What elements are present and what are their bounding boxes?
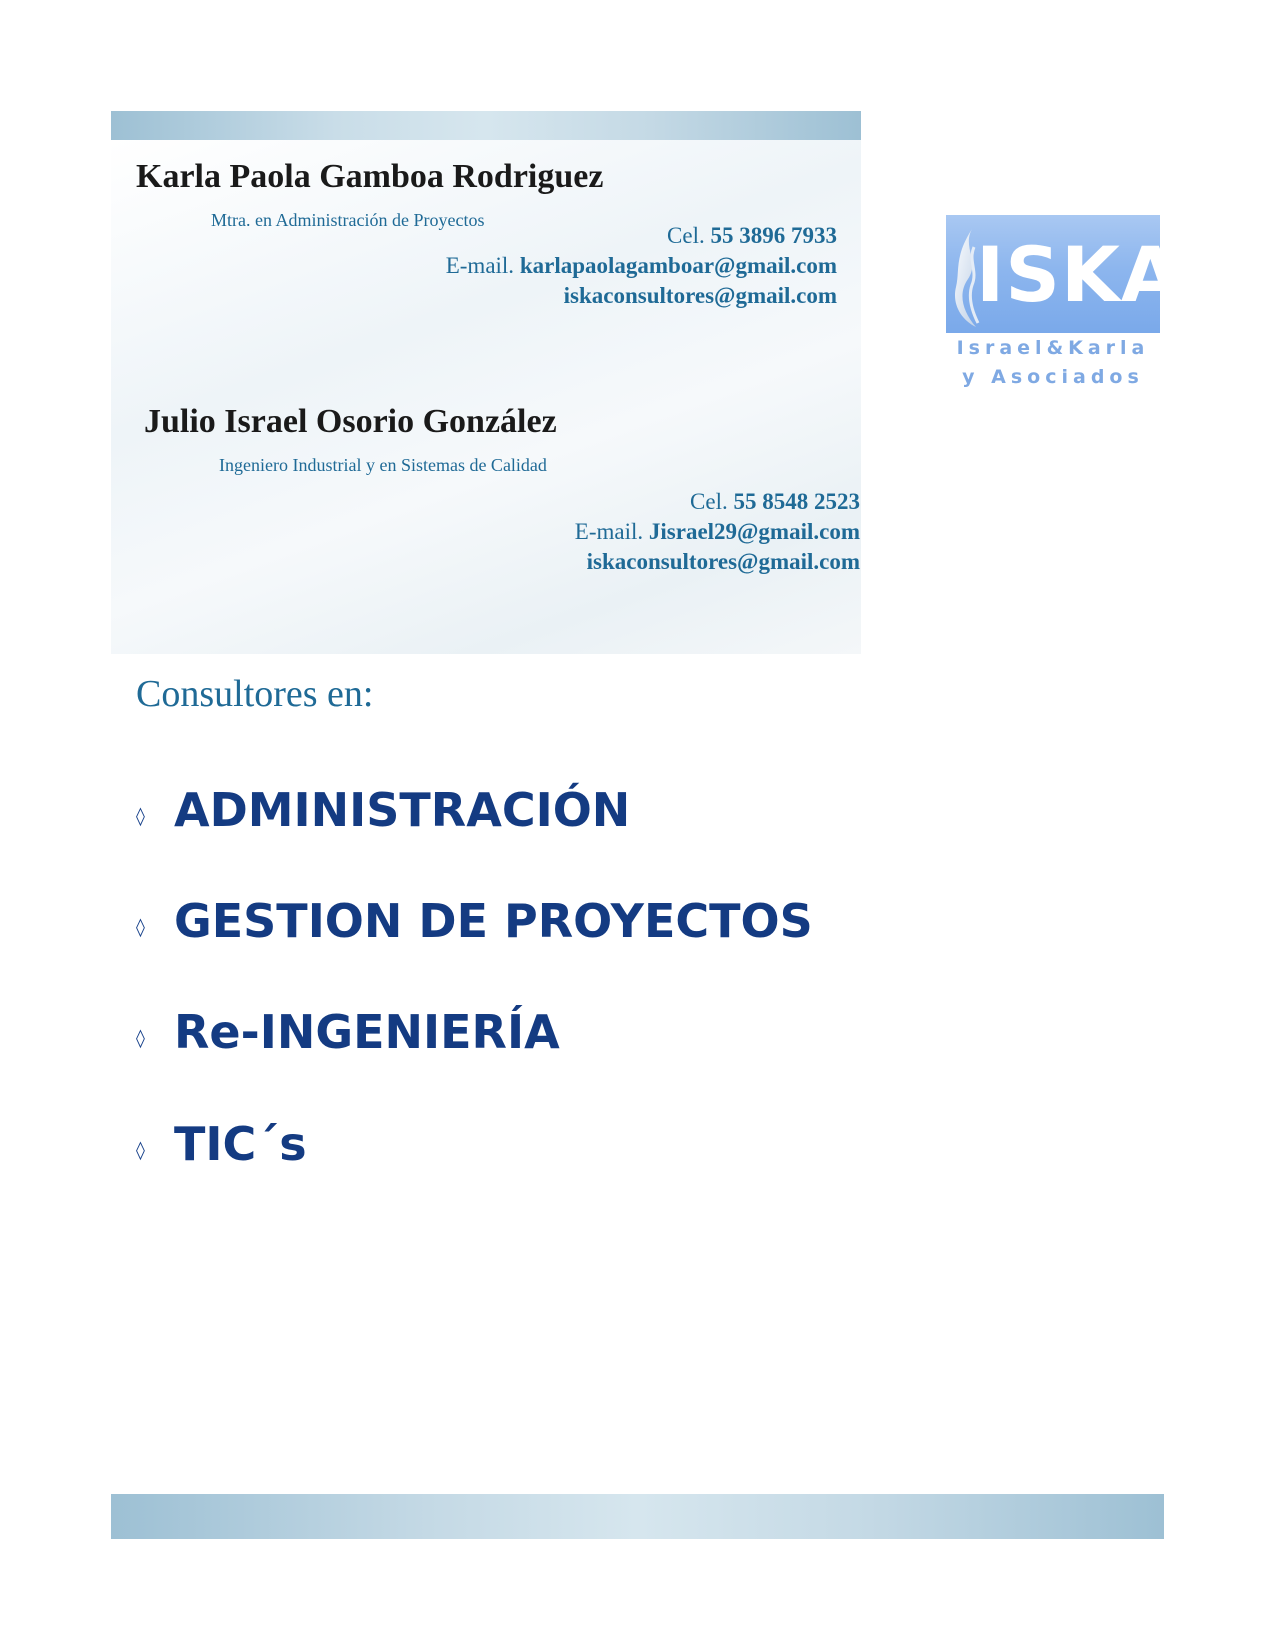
person2-email2: iskaconsultores@gmail.com: [586, 549, 860, 574]
service-item: [136, 891, 936, 961]
person2-cel-line: [575, 487, 860, 517]
logo-box: [946, 215, 1181, 333]
person2-title: Ingeniero Industrial y en Sistemas de Calidad: [219, 455, 547, 475]
person2-contact: [575, 487, 860, 577]
person1-contact: [446, 221, 837, 311]
consultores-heading: Consultores en:: [136, 673, 374, 715]
person2-cel: 55 8548 2523: [733, 489, 860, 514]
person2-cel-label: Cel.: [690, 489, 728, 514]
top-decorative-band: [111, 111, 861, 140]
service-item: [136, 1002, 936, 1072]
person1-cel: 55 3896 7933: [710, 223, 837, 248]
person1-cel-label: Cel.: [667, 223, 705, 248]
person2-name: Julio Israel Osorio González: [144, 403, 557, 440]
service-label: TIC´s: [174, 1117, 307, 1171]
diamond-bullet-icon: ◊: [136, 917, 145, 938]
person1-cel-line: [446, 221, 837, 251]
person2-email: Jisrael29@gmail.com: [648, 519, 860, 544]
person1-email: karlapaolagamboar@gmail.com: [519, 253, 837, 278]
person2-email-line: [575, 517, 860, 547]
logo-tagline-2: y Asociados: [962, 366, 1144, 388]
person1-email-line: [446, 251, 837, 281]
diamond-bullet-icon: ◊: [136, 1028, 145, 1049]
service-label: GESTION DE PROYECTOS: [174, 894, 813, 948]
person2-email-label: E-mail.: [574, 519, 644, 544]
bottom-decorative-band: [111, 1494, 1164, 1539]
service-label: ADMINISTRACIÓN: [174, 783, 631, 837]
person1-email2: iskaconsultores@gmail.com: [563, 283, 837, 308]
service-item: [136, 1114, 936, 1184]
diamond-bullet-icon: ◊: [136, 1140, 145, 1161]
service-item: [136, 780, 936, 850]
logo-letters: ISKA: [976, 230, 1181, 319]
service-label: Re-INGENIERÍA: [174, 1005, 560, 1059]
diamond-bullet-icon: ◊: [136, 806, 145, 827]
iska-logo: [946, 215, 1181, 390]
person1-email-label: E-mail.: [445, 253, 515, 278]
person1-email2-line: [446, 281, 837, 311]
logo-tagline-1: Israel&Karla: [956, 337, 1150, 359]
person1-title: Mtra. en Administración de Proyectos: [211, 210, 485, 230]
person1-name: Karla Paola Gamboa Rodriguez: [136, 158, 604, 195]
person2-email2-line: [575, 547, 860, 577]
